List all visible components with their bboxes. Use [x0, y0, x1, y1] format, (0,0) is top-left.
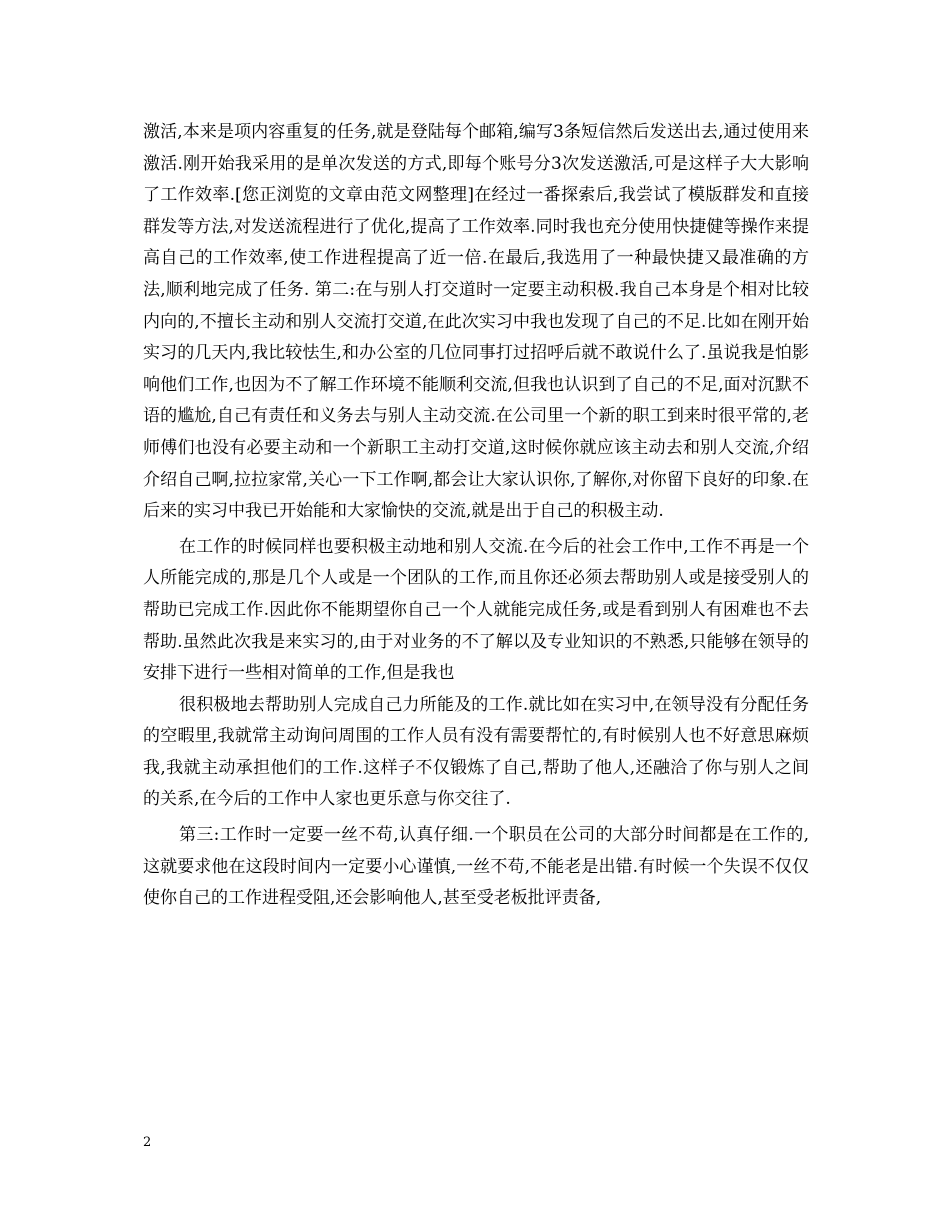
paragraph-1: 激活,本来是项内容重复的任务,就是登陆每个邮箱,编写3条短信然后发送出去,通过使用来激活.刚开始我采用的是单次发送的方式,即每个账号分3次发送激活,可是这样子大大影响了工作效率.[您正浏览的文章由范文网整理]在经过一番探索后,我尝试了模版群发和直接群发等方法,对发送流程进行了优化,提高了工作效率.同时我也充分使用快捷健等操作来提高自己的工作效率,使工作进程提高了近一倍.在最后,我选用了一种最快捷又最准确的方法,顺利地完成了任务. 第二:在与别人打交道时一定要主动积极.我自己本身是个相对比较内向的,不擅长主动和别人交流打交道,在此次实习中我也发现了自己的不足.比如在刚开始实习的几天内,我比较怯生,和办公室的几位同事打过招呼后就不敢说什么了.虽说我是怕影响他们工作,也因为不了解工作环境不能顺利交流,但我也认识到了自己的不足,面对沉默不语的尴尬,自己有责任和义务去与别人主动交流.在公司里一个新的职工到来时很平常的,老师傅们也没有必要主动和一个新职工主动打交道,这时候你就应该主动去和别人交流,介绍介绍自己啊,拉拉家常,关心一下工作啊,都会让大家认识你,了解你,对你留下良好的印象.在后来的实习中我已开始能和大家愉快的交流,就是出于自己的积极主动.	[143, 122, 809, 522]
paragraph-3: 很积极地去帮助别人完成自己力所能及的工作.就比如在实习中,在领导没有分配任务的空暇里,我就常主动询问周围的工作人员有没有需要帮忙的,有时候别人也不好意思麻烦我,我就主动承担他们的工作.这样子不仅锻炼了自己,帮助了他人,还融洽了你与别人之间的关系,在今后的工作中人家也更乐意与你交往了.	[143, 694, 809, 810]
document-body	[143, 117, 809, 915]
page-number: 2	[143, 1135, 152, 1150]
paragraph-4: 第三:工作时一定要一丝不苟,认真仔细.一个职员在公司的大部分时间都是在工作的,这就要求他在这段时间内一定要小心谨慎,一丝不苟,不能老是出错.有时候一个失误不仅仅使你自己的工作进程受阻,还会影响他人,甚至受老板批评责备,	[143, 825, 809, 909]
paragraph-2: 在工作的时候同样也要积极主动地和别人交流.在今后的社会工作中,工作不再是一个人所能完成的,那是几个人或是一个团队的工作,而且你还必须去帮助别人或是接受别人的帮助已完成工作.因此你不能期望你自己一个人就能完成任务,或是看到别人有困难也不去帮助.虽然此次我是来实习的,由于对业务的不了解以及专业知识的不熟悉,只能够在领导的安排下进行一些相对简单的工作,但是我也	[143, 536, 809, 684]
